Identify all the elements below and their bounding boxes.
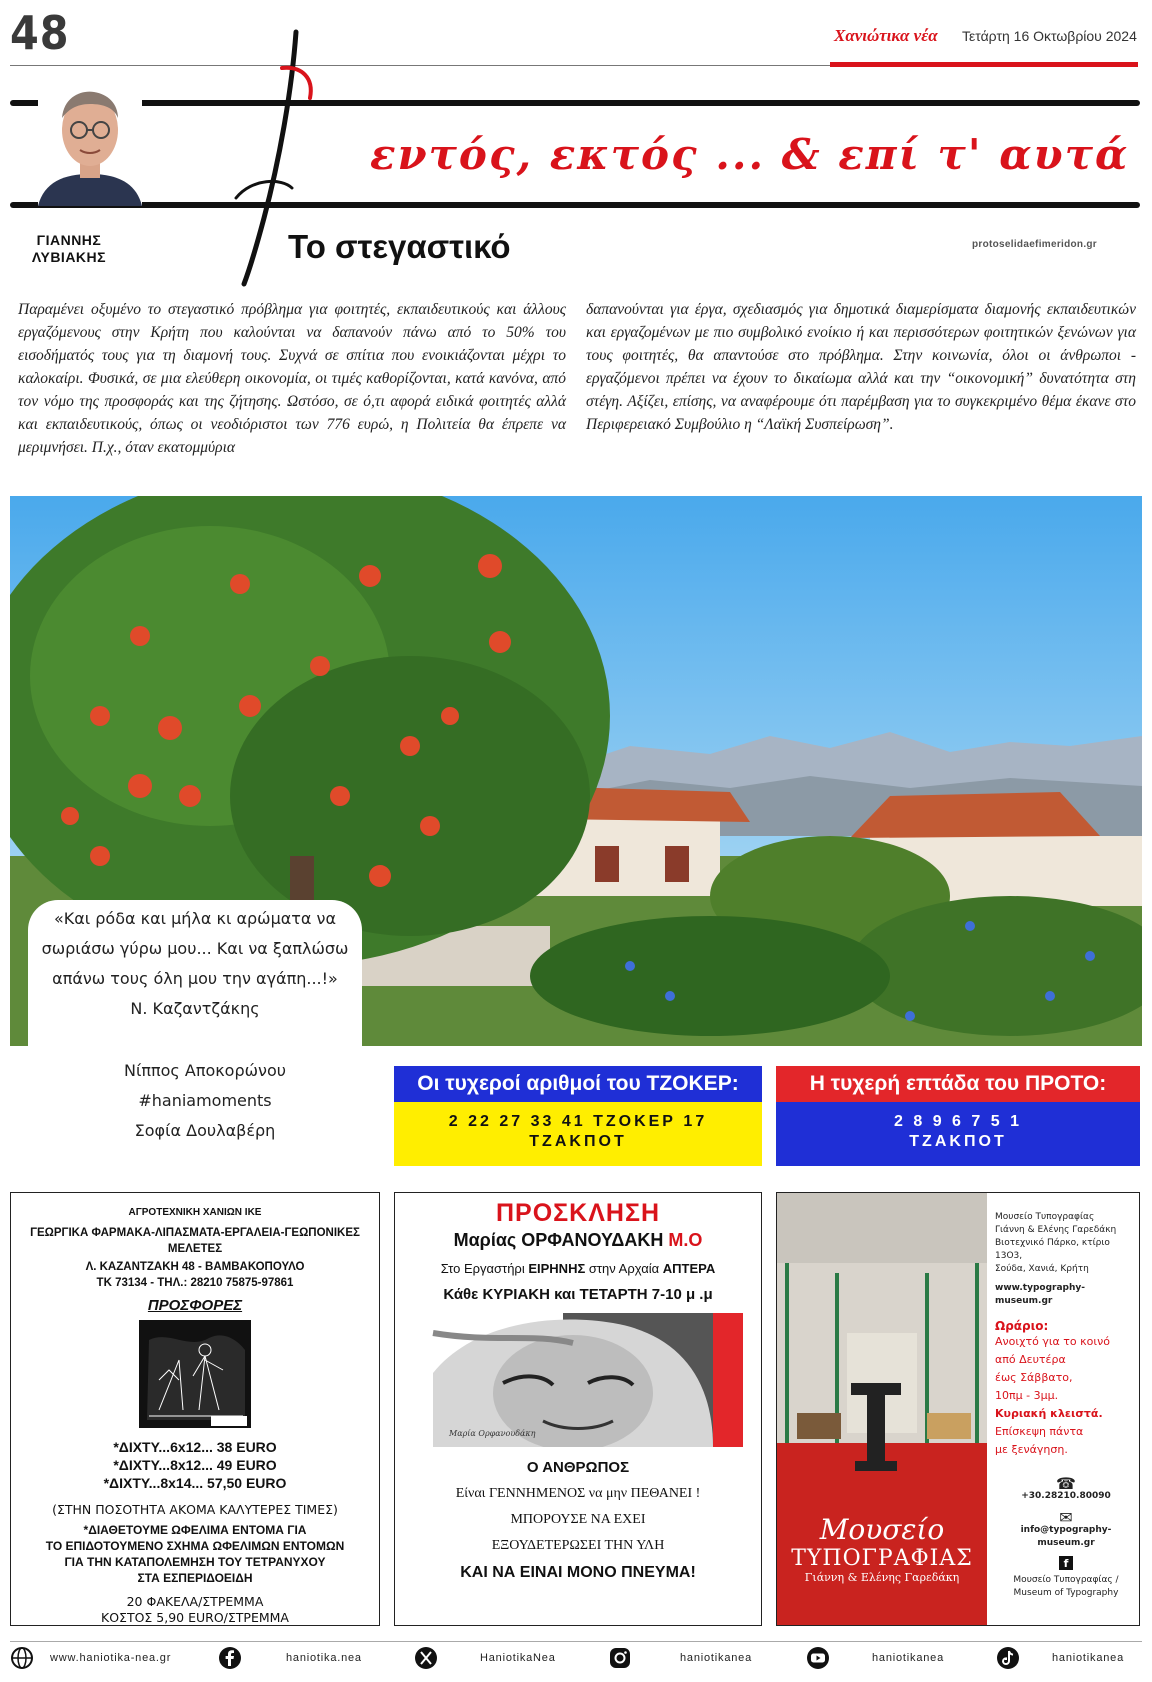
phone-icon: ☎: [1056, 1474, 1076, 1493]
proto-numbers: 2 8 9 6 7 5 1: [894, 1113, 1022, 1130]
ad3-logo-script: Μουσείο: [819, 1513, 945, 1546]
proto-status: ΤΖΑΚΠΟΤ: [909, 1133, 1007, 1150]
ad2-line-4: ΕΞΟΥΔΕΤΕΡΩΣΕΙ ΤΗΝ ΥΛΗ: [491, 1538, 665, 1553]
ad3-info: [995, 1211, 1137, 1600]
ad1-insects-4: ΣΤΑ ΕΣΠΕΡΙΔΟΕΙΔΗ: [137, 1571, 253, 1585]
ad3-hours-title: Ωράριο:: [995, 1319, 1049, 1333]
ad1-address: Λ. ΚΑΖΑΝΤΖΑΚΗ 48 - ΒΑΜΒΑΚΟΠΟΥΛΟ: [85, 1261, 305, 1273]
mail-icon: ✉: [1059, 1508, 1073, 1527]
ad1-price-1: *ΔΙΧΤΥ...6x12... 38 EURO: [113, 1439, 277, 1455]
ad1-insects-3: ΓΙΑ ΤΗΝ ΚΑΤΑΠΟΛΕΜΗΣΗ ΤΟΥ ΤΕΤΡΑΝΥΧΟΥ: [64, 1555, 326, 1569]
ad3-email: info@typography-museum.gr: [1020, 1525, 1112, 1548]
ad2-portrait-signature: Μαρία Ορφανουδάκη: [449, 1429, 536, 1438]
ad2-venue-d: ΑΠΤΕΡΑ: [662, 1261, 716, 1276]
ad1-products: ΓΕΩΡΓΙΚΑ ΦΑΡΜΑΚΑ-ΛΙΠΑΣΜΑΤΑ-ΕΡΓΑΛΕΙΑ-ΓΕΩΠΟΝΙΚΕΣ ΜΕΛΕΤΕΣ: [30, 1227, 360, 1255]
newspaper-name: Χανιώτικα νέα: [834, 26, 938, 45]
ad2-schedule: Κάθε ΚΥΡΙΑΚΗ και ΤΕΤΑΡΤΗ 7-10 μ .μ: [443, 1286, 713, 1303]
joker-title: Οι τυχεροί αριθμοί του ΤΖΟΚΕΡ:: [394, 1066, 762, 1102]
instagram-icon: [608, 1646, 632, 1670]
joker-results-box: [394, 1066, 762, 1166]
caption-photographer: Σοφία Δουλαβέρη: [134, 1121, 276, 1140]
ad3-hours-3: έως Σάββατο,: [995, 1371, 1073, 1384]
ad2-line-2: Είναι ΓΕΝΝΗΜΕΝΟΣ να μην ΠΕΘΑΝΕΙ !: [455, 1486, 701, 1501]
ad3-info-4: Σούδα, Χανιά, Κρήτη: [995, 1264, 1089, 1274]
ad3-info-2: Γιάννη & Ελένης Γαρεδάκη: [995, 1225, 1117, 1235]
ad1-company: ΑΓΡΟΤΕΧΝΙΚΗ ΧΑΝΙΩΝ ΙΚΕ: [128, 1207, 262, 1218]
ad3-hours-4: 10πμ - 3μμ.: [995, 1389, 1059, 1402]
ad1-phone: ΤΚ 73134 - ΤΗΛ.: 28210 75875-97861: [96, 1277, 294, 1289]
ad3-phone: +30.28210.80090: [1021, 1491, 1111, 1501]
author-photo: [38, 78, 142, 206]
article-title: Το στεγαστικό: [288, 228, 511, 265]
photo-caption: [30, 1056, 380, 1146]
ad3-info-3: Βιοτεχνικό Πάρκο, κτίριο 13Ο3,: [995, 1238, 1110, 1261]
ad1-insects-1: *ΔΙΑΘΕΤΟΥΜΕ ΩΦΕΛΙΜΑ ΕΝΤΟΜΑ ΓΙΑ: [83, 1523, 307, 1537]
quote-line-1: «Και ρόδα και μήλα κι αρώματα να: [53, 909, 337, 928]
ad2-venue: [395, 1261, 761, 1276]
article-body-column-2: δαπανούνται για έργα, σχεδιασμός για δημοτικά διαμερίσματα διαμονής εκπαιδευτικών και εργαζομένων με πιο συμβολικό ενοίκιο ή και περισσότερων φοιτητικών ξενώνων για τους φοιτητές, θα απαντούσε στο πρόβλημα. Στην κοινωνία, όλοι οι άνθρωποι - εργαζόμενοι πρέπει να έχουν το δικαίωμα αλλά και την “οικονομική” δυνατότητα στη στέγη. Αξίζει, επίσης, να αναφέρουμε ότι παρέμβαση για το συγκεκριμένο θέμα έκανε στο Περιφερειακό Συμβούλιο η “Λαϊκή Συσπείρωση”.: [586, 301, 1136, 433]
ad3-logo-subtitle: Γιάννη & Ελένης Γαρεδάκη: [804, 1571, 960, 1584]
ad2-artist-suffix: Μ.Ο: [668, 1230, 703, 1250]
ad3-facebook-2: Museum of Typography: [1013, 1588, 1119, 1598]
caption-hashtag: #haniamoments: [138, 1091, 272, 1110]
page-number: 48: [10, 6, 70, 60]
quote-line-3: απάνω τους όλη μου την αγάπη...!»: [52, 969, 338, 988]
issue-date: Τετάρτη 16 Οκτωβρίου 2024: [962, 28, 1137, 44]
joker-status: ΤΖΑΚΠΟΤ: [529, 1133, 627, 1150]
globe-icon: [10, 1646, 34, 1670]
facebook-icon: [218, 1646, 242, 1670]
ad3-hours-7: με ξενάγηση.: [995, 1443, 1068, 1456]
agrotechniki-ad: [10, 1192, 380, 1626]
youtube-icon: [806, 1646, 830, 1670]
ad1-quantity-note: (ΣΤΗΝ ΠΟΣΟΤΗΤΑ ΑΚΟΜΑ ΚΑΛΥΤΕΡΕΣ ΤΙΜΕΣ): [52, 1502, 338, 1517]
ad3-hours-6: Επίσκεψη πάντα: [995, 1425, 1084, 1438]
footer-instagram-link[interactable]: haniotikanea: [680, 1652, 752, 1664]
quote-author: Ν. Καζαντζάκης: [130, 999, 260, 1018]
ad1-price-3: *ΔΙΧΤΥ...8x14... 57,50 EURO: [103, 1475, 287, 1491]
quote-line-2: σωριάσω γύρω μου... Και να ξαπλώσω: [41, 939, 349, 958]
article-body-column-1: Παραμένει οξυμένο το στεγαστικό πρόβλημα για φοιτητές, εκπαιδευτικούς και άλλους εργαζόμενους στην Κρήτη που καλούνται να δαπανούν πάνω από το 50% του εισοδήματός τους για τη διαμονή τους. Συχνά σε σπίτια που ενοικιάζονται μέχρι το καλοκαίρι. Φυσικά, σε μια ελεύθερη οικονομία, οι τιμές καθορίζονται, κατά κανόνα, από τον νόμο της προσφοράς και της ζήτησης. Ωστόσο, σε ό,τι αφορά ειδικά φοιτητές αλλά και εκπαιδευτικούς, όπως οι νεοδιόριστοι των 776 ευρώ, η Πολιτεία θα έπρεπε να μεριμνήσει. Π.χ., όταν εκατομμύρια: [18, 301, 566, 456]
header-thin-rule: [10, 65, 830, 66]
column-brush-bottom: [10, 202, 1140, 208]
photo-quote-box: [28, 900, 362, 1048]
author-name: ΓΙΑΝΝΗΣ ΛΥΒΙΑΚΗΣ: [31, 232, 107, 265]
footer-tiktok-link[interactable]: haniotikanea: [1052, 1652, 1124, 1664]
ad1-gardening-illustration: [139, 1320, 251, 1428]
x-twitter-icon: [414, 1646, 438, 1670]
facebook-icon: f: [1059, 1556, 1073, 1570]
tiktok-icon: [996, 1646, 1020, 1670]
ad3-logo-title: ΤΥΠΟΓΡΑΦΙΑΣ: [791, 1546, 973, 1571]
footer-website-link[interactable]: www.haniotika-nea.gr: [50, 1652, 172, 1664]
ad1-pack-2: ΚΟΣΤΟΣ 5,90 EURO/ΣΤΡΕΜΜΑ: [101, 1610, 289, 1625]
ad2-artist-name: Μαρίας ΟΡΦΑΝΟΥΔΑΚΗ: [453, 1230, 664, 1250]
ad1-price-2: *ΔΙΧΤΥ...8x12... 49 EURO: [113, 1457, 277, 1473]
column-brush-top: [10, 100, 1140, 106]
ad2-venue-c: στην Αρχαία: [588, 1261, 660, 1276]
footer-facebook-link[interactable]: haniotika.nea: [286, 1652, 362, 1664]
ad2-line-3: ΜΠΟΡΟΥΣΕ ΝΑ ΕΧΕΙ: [510, 1512, 646, 1527]
ad3-hours-1: Ανοιχτό για το κοινό: [995, 1335, 1110, 1348]
footer-x-link[interactable]: HaniotikaNea: [480, 1652, 556, 1664]
ad1-offers-heading: ΠΡΟΣΦΟΡΕΣ: [147, 1297, 243, 1314]
ad3-website: www.typography-museum.gr: [995, 1283, 1085, 1306]
joker-numbers: 2 22 27 33 41 ΤΖΟΚΕΡ 17: [448, 1113, 708, 1130]
proto-title: Η τυχερή επτάδα του ΠΡΟΤΟ:: [776, 1066, 1140, 1102]
ad3-museum-photo: [777, 1193, 987, 1625]
ad1-insects-2: ΤΟ ΕΠΙΔΟΤΟΥΜΕΝΟ ΣΧΗΜΑ ΩΦΕΛΙΜΩΝ ΕΝΤΟΜΩΝ: [45, 1539, 345, 1553]
header-red-rule: [830, 62, 1138, 67]
ad2-line-1: Ο ΑΝΘΡΩΠΟΣ: [526, 1459, 630, 1476]
ad2-venue-b: ΕΙΡΗΝΗΣ: [528, 1261, 586, 1276]
column-title: εντός, εκτός ... & επί τ' αυτά: [370, 130, 1130, 179]
ad3-hours-5: Κυριακή κλειστά.: [995, 1407, 1103, 1420]
invitation-ad: [394, 1192, 762, 1626]
ad2-portrait: [413, 1313, 743, 1447]
ad2-artist: [395, 1230, 761, 1251]
footer-rule: [10, 1641, 1142, 1642]
footer-youtube-link[interactable]: haniotikanea: [872, 1652, 944, 1664]
ad2-line-5: ΚΑΙ ΝΑ ΕΙΝΑΙ ΜΟΝΟ ΠΝΕΥΜΑ!: [460, 1564, 696, 1581]
caption-location: Νίππος Αποκορώνου: [123, 1061, 287, 1080]
ad3-hours-2: από Δευτέρα: [995, 1353, 1066, 1366]
ad2-title: ΠΡΟΣΚΛΗΣΗ: [495, 1199, 661, 1227]
source-credit: protoselidaefimeridon.gr: [972, 239, 1097, 250]
ad2-venue-a: Στο Εργαστήρι: [440, 1261, 525, 1276]
ad3-facebook-1: Μουσείο Τυπογραφίας /: [1013, 1575, 1119, 1585]
proto-results-box: [776, 1066, 1140, 1166]
ad1-pack-1: 20 ΦΑΚΕΛΑ/ΣΤΡΕΜΜΑ: [126, 1594, 264, 1609]
typography-museum-ad: [776, 1192, 1140, 1626]
ad3-info-1: Μουσείο Τυπογραφίας: [995, 1212, 1095, 1222]
